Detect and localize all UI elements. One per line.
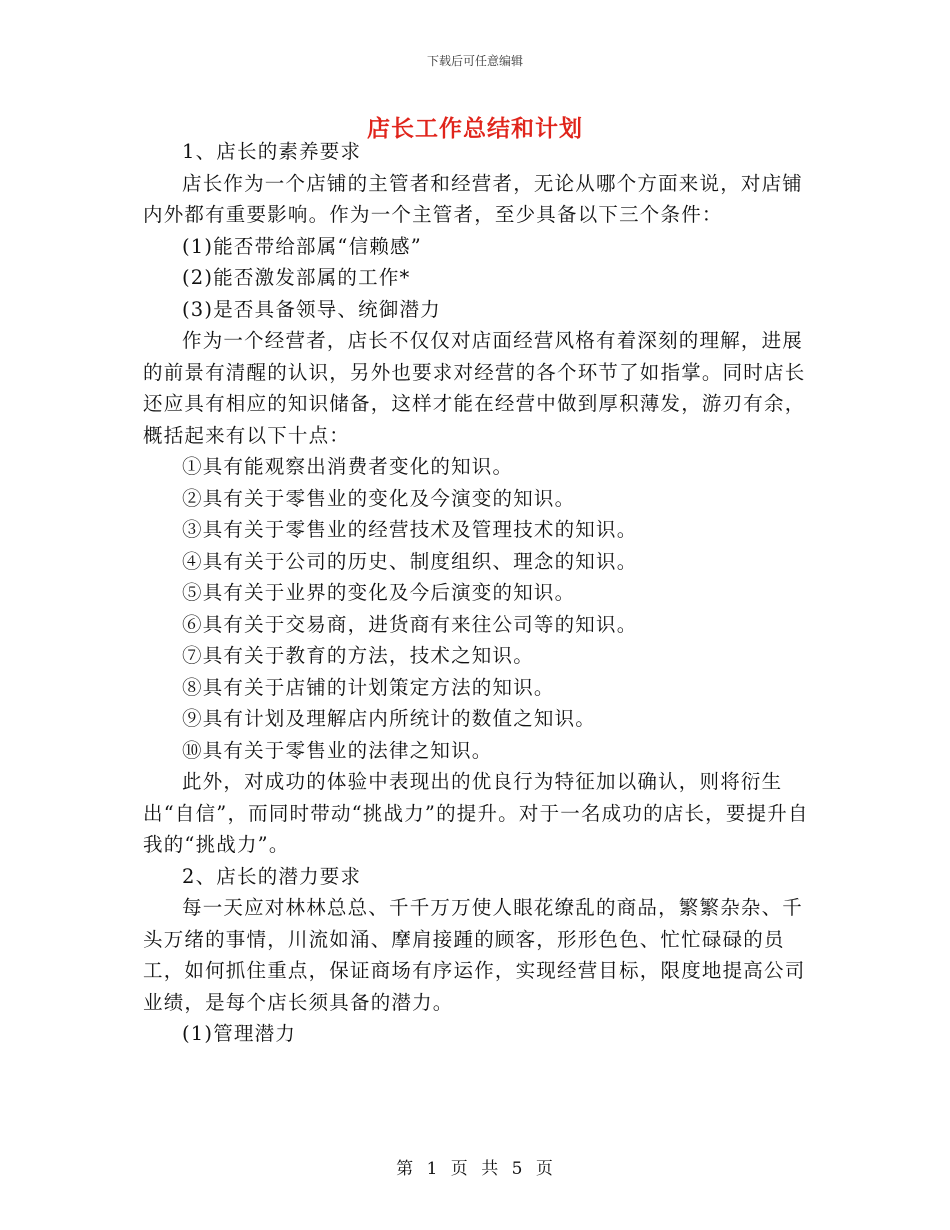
list-item: ⑧具有关于店铺的计划策定方法的知识。 — [182, 675, 555, 699]
list-item: ⑥具有关于交易商，进货商有来往公司等的知识。 — [182, 612, 638, 636]
list-item: ①具有能观察出消费者变化的知识。 — [182, 455, 514, 478]
list-item: ③具有关于零售业的经营技术及管理技术的知识。 — [182, 518, 638, 541]
list-item: ②具有关于零售业的变化及今演变的知识。 — [182, 486, 576, 510]
list-item: ⑦具有关于教育的方法，技术之知识。 — [182, 644, 534, 667]
list-item: (3)是否具备领导、统御潜力 — [182, 297, 441, 321]
section-heading: 2、店长的潜力要求 — [182, 864, 362, 888]
page-number-footer: 第 1 页 共 5 页 — [396, 1159, 554, 1179]
list-item: ④具有关于公司的历史、制度组织、理念的知识。 — [182, 549, 638, 573]
body-paragraph: 店长作为一个店铺的主管者和经营者，无论从哪个方面来说，对店铺内外都有重要影响。作为一个主管者，至少具备以下三个条件： — [143, 171, 804, 226]
list-item: ⑤具有关于业界的变化及今后演变的知识。 — [182, 581, 576, 604]
document-title: 店长工作总结和计划 — [367, 116, 583, 142]
header-note: 下载后可任意编辑 — [426, 54, 523, 68]
list-item: ⑨具有计划及理解店内所统计的数值之知识。 — [182, 707, 597, 730]
list-item: (1)能否带给部属“信赖感” — [182, 234, 422, 258]
section-heading: 1、店长的素养要求 — [182, 140, 362, 163]
list-item: ⑩具有关于零售业的法律之知识。 — [182, 738, 493, 762]
body-paragraph: 作为一个经营者，店长不仅仅对店面经营风格有着深刻的理解，进展的前景有清醒的认识，另外也要求对经营的各个环节了如指掌。同时店长还应具有相应的知识储备，这样才能在经营中做到厚积薄发，游刃有余，概括起来有以下十点： — [143, 329, 806, 447]
list-item: (1)管理潜力 — [182, 1022, 297, 1045]
list-item: (2)能否激发部属的工作* — [182, 266, 411, 289]
document-body — [143, 136, 813, 1050]
body-paragraph: 此外，对成功的体验中表现出的优良行为特征加以确认，则将衍生出“自信”，而同时带动“挑战力”的提升。对于一名成功的店长，要提升自我的“挑战力”。 — [143, 770, 809, 856]
body-paragraph: 每一天应对林林总总、千千万万使人眼花缭乱的商品，繁繁杂杂、千头万绪的事情，川流如涌、摩肩接踵的顾客，形形色色、忙忙碌碌的员工，如何抓住重点，保证商场有序运作，实现经营目标，限度地提高公司业绩，是每个店长须具备的潜力。 — [143, 896, 806, 1014]
